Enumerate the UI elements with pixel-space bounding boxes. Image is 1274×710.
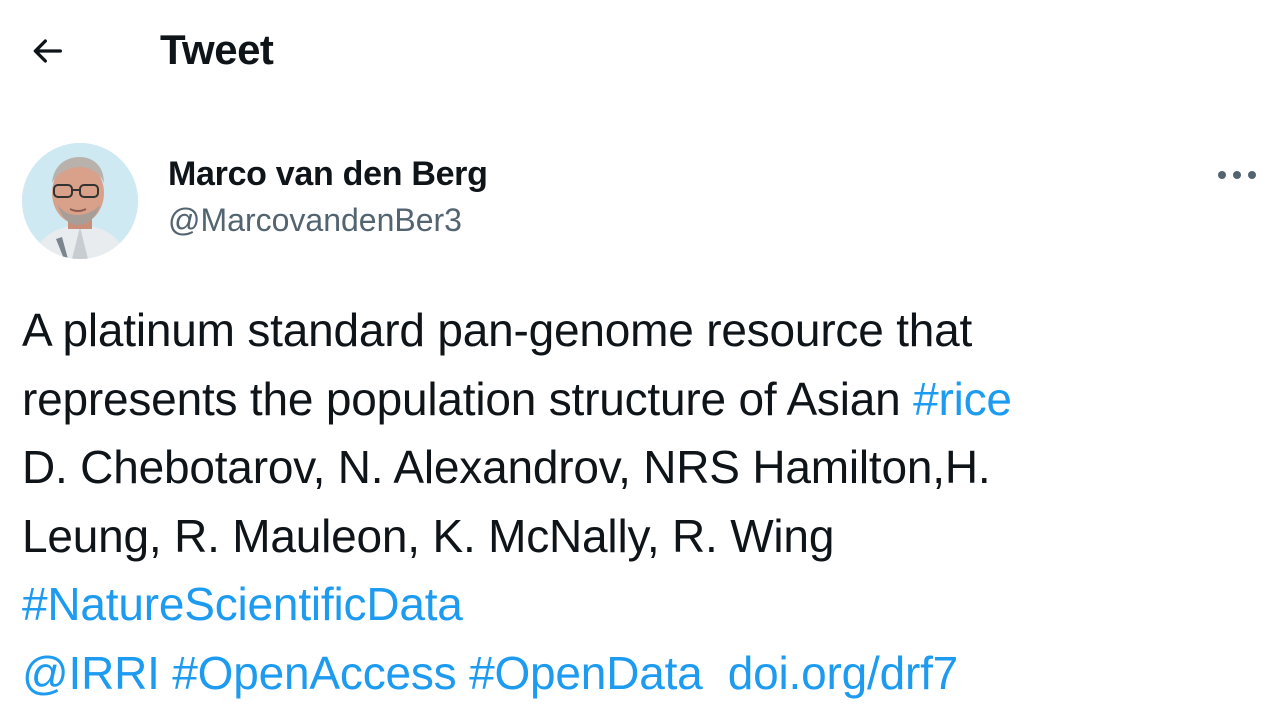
avatar[interactable]	[22, 143, 138, 259]
tweet-line: A platinum standard pan-genome resource that	[22, 304, 973, 356]
mention-irri[interactable]: @IRRI	[22, 646, 160, 699]
top-bar	[0, 0, 1274, 100]
doi-link[interactable]: doi.org/drf7	[727, 646, 959, 699]
tweet-text	[22, 296, 1262, 708]
hashtag-nature-scientific-data[interactable]: #NatureScientificData	[22, 578, 463, 631]
author-name[interactable]: Marco van den Berg	[168, 155, 488, 193]
hashtag-rice[interactable]: #rice	[913, 372, 1012, 425]
more-horizontal-icon	[1217, 168, 1257, 182]
author-handle[interactable]: @MarcovandenBer3	[168, 202, 462, 238]
author-info	[168, 152, 488, 242]
hashtag-open-access[interactable]: #OpenAccess	[172, 646, 457, 699]
hashtag-open-data[interactable]: #OpenData	[469, 646, 703, 699]
arrow-left-icon	[27, 31, 67, 71]
tweet-line-text: represents the population structure of Asian	[22, 372, 914, 425]
tweet-line	[22, 639, 1262, 708]
tweet-line: D. Chebotarov, N. Alexandrov, NRS Hamilton,H.	[22, 441, 991, 494]
tweet-line	[22, 570, 1262, 639]
profile-photo	[22, 143, 138, 259]
tweet-line: Leung, R. Mauleon, K. McNally, R. Wing	[22, 509, 835, 562]
page-title: Tweet	[160, 26, 274, 73]
back-button[interactable]	[22, 26, 72, 76]
tweet-line	[22, 365, 1262, 434]
more-button[interactable]	[1212, 150, 1262, 200]
